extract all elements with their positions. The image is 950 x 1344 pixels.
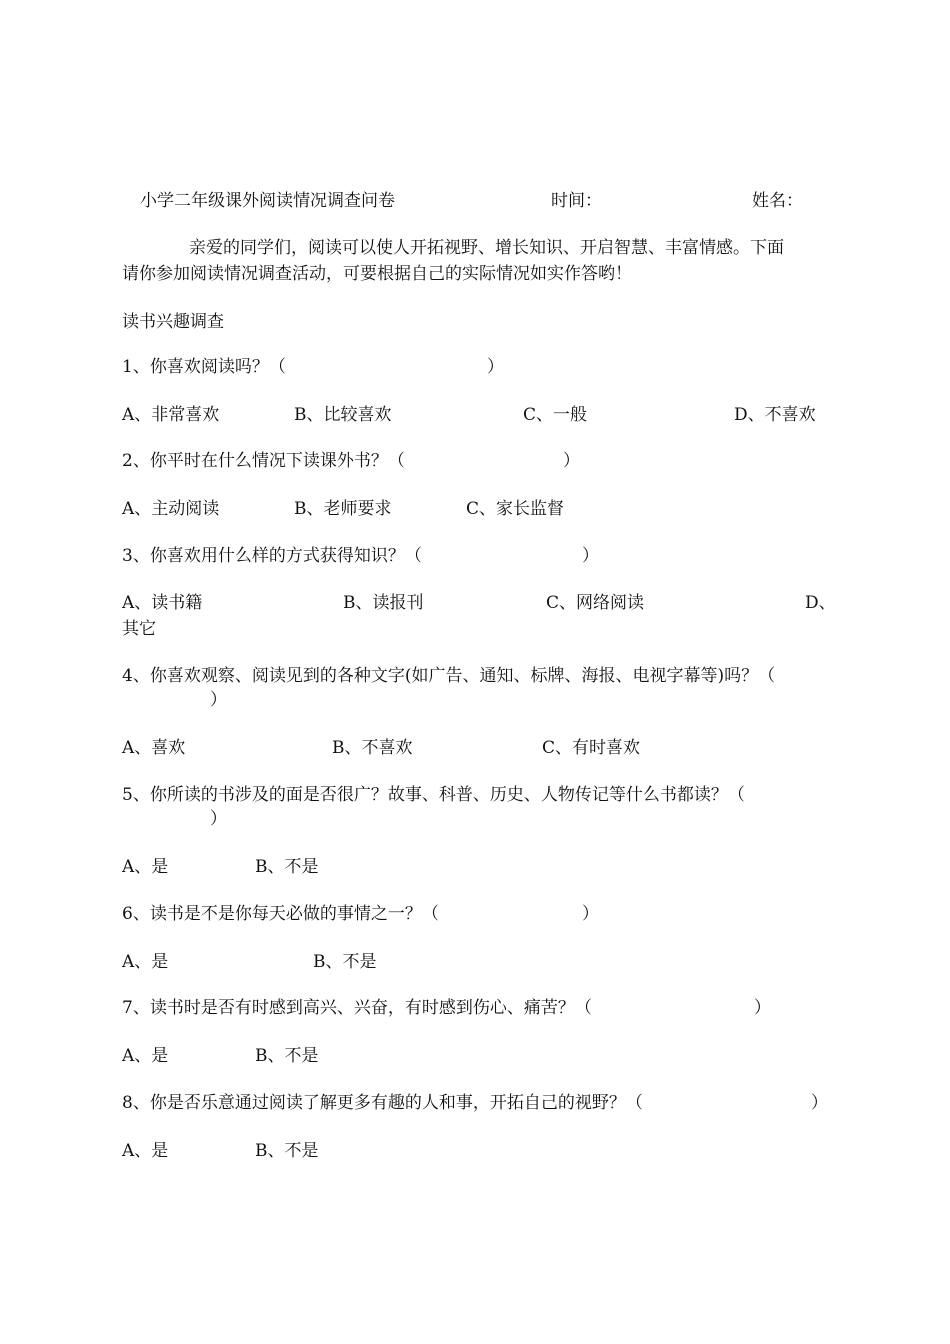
question-7-close: ） (754, 998, 771, 1018)
q1-option-a: A、非常喜欢 (122, 405, 220, 425)
question-2-close: ） (563, 451, 580, 471)
q7-option-a: A、是 (122, 1046, 169, 1066)
q7-option-b: B、不是 (255, 1046, 319, 1066)
question-1-close: ） (487, 357, 504, 377)
page-title: 小学二年级课外阅读情况调查问卷 (140, 191, 395, 211)
q2-option-c: C、家长监督 (466, 499, 565, 519)
question-1: 1、你喜欢阅读吗？（ (122, 357, 286, 377)
intro-line-2: 请你参加阅读情况调查活动，可要根据自己的实际情况如实作答哟！ (122, 264, 632, 284)
q3-option-d: D、 (805, 593, 836, 613)
q3-option-b: B、读报刊 (343, 593, 424, 613)
q8-option-a: A、是 (122, 1141, 169, 1161)
time-label: 时间： (551, 191, 602, 211)
question-3: 3、你喜欢用什么样的方式获得知识？（ (122, 546, 422, 566)
section-title: 读书兴趣调查 (122, 312, 224, 332)
question-7: 7、读书时是否有时感到高兴、兴奋，有时感到伤心、痛苦？（ (122, 998, 592, 1018)
question-5-close: ） (210, 809, 227, 829)
question-8: 8、你是否乐意通过阅读了解更多有趣的人和事，开拓自己的视野？（ (122, 1093, 643, 1113)
q6-option-b: B、不是 (313, 952, 377, 972)
q6-option-a: A、是 (122, 952, 169, 972)
q4-option-b: B、不喜欢 (332, 738, 413, 758)
q1-option-b: B、比较喜欢 (294, 405, 392, 425)
question-4-close: ） (210, 690, 227, 710)
question-4: 4、你喜欢观察、阅读见到的各种文字(如广告、通知、标牌、海报、电视字幕等)吗？（ (122, 666, 776, 686)
question-5: 5、你所读的书涉及的面是否很广？故事、科普、历史、人物传记等什么书都读？（ (122, 785, 745, 805)
question-8-close: ） (811, 1093, 828, 1113)
q1-option-d: D、不喜欢 (734, 405, 816, 425)
q4-option-a: A、喜欢 (122, 738, 186, 758)
question-6: 6、读书是不是你每天必做的事情之一？（ (122, 904, 439, 924)
q5-option-b: B、不是 (255, 857, 319, 877)
question-3-close: ） (582, 546, 599, 566)
q1-option-c: C、一般 (523, 405, 588, 425)
question-2: 2、你平时在什么情况下读课外书？（ (122, 451, 405, 471)
q4-option-c: C、有时喜欢 (542, 738, 641, 758)
q2-option-b: B、老师要求 (294, 499, 392, 519)
question-6-close: ） (582, 904, 599, 924)
q3-option-a: A、读书籍 (122, 593, 203, 613)
q2-option-a: A、主动阅读 (122, 499, 220, 519)
q8-option-b: B、不是 (255, 1141, 319, 1161)
name-label: 姓名： (752, 191, 803, 211)
q3-option-c: C、网络阅读 (546, 593, 645, 613)
intro-line-1: 亲爱的同学们，阅读可以使人开拓视野、增长知识、开启智慧、丰富情感。下面 (189, 238, 784, 258)
q3-option-d-text: 其它 (122, 619, 156, 639)
q5-option-a: A、是 (122, 857, 169, 877)
